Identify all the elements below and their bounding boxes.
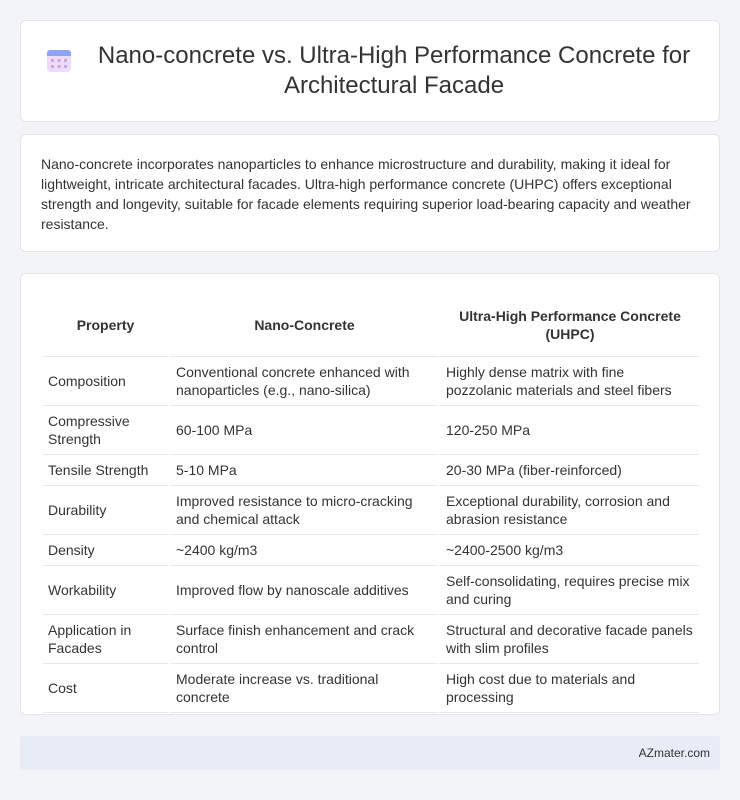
title-row	[26, 41, 714, 101]
uhpc-cell: Self-consolidating, requires precise mix and curing	[438, 566, 699, 615]
table-row	[43, 357, 699, 406]
property-cell: Composition	[43, 357, 168, 406]
comparison-table	[43, 294, 699, 713]
table-row	[43, 486, 699, 535]
calendar-icon	[46, 47, 72, 73]
footer-source: AZmater.com	[638, 746, 710, 760]
nano-cell: Conventional concrete enhanced with nanoparticles (e.g., nano-silica)	[168, 357, 438, 406]
nano-cell: Improved resistance to micro-cracking and chemical attack	[168, 486, 438, 535]
header-nano-concrete: Nano-Concrete	[168, 294, 438, 357]
uhpc-cell: Exceptional durability, corrosion and abrasion resistance	[438, 486, 699, 535]
table-row	[43, 615, 699, 664]
uhpc-cell: High cost due to materials and processing	[438, 664, 699, 713]
table-row	[43, 664, 699, 713]
property-cell: Workability	[43, 566, 168, 615]
nano-cell: Improved flow by nanoscale additives	[168, 566, 438, 615]
header-uhpc: Ultra-High Performance Concrete (UHPC)	[438, 294, 699, 357]
nano-cell: Surface finish enhancement and crack control	[168, 615, 438, 664]
property-cell: Application in Facades	[43, 615, 168, 664]
table-row	[43, 535, 699, 566]
title-card	[20, 20, 720, 122]
property-cell: Durability	[43, 486, 168, 535]
property-cell: Compressive Strength	[43, 406, 168, 455]
nano-cell: 60-100 MPa	[168, 406, 438, 455]
uhpc-cell: 120-250 MPa	[438, 406, 699, 455]
nano-cell: 5-10 MPa	[168, 455, 438, 486]
intro-card	[20, 134, 720, 252]
table-row	[43, 455, 699, 486]
header-property: Property	[43, 294, 168, 357]
footer-bar	[20, 736, 720, 770]
property-cell: Density	[43, 535, 168, 566]
page-title: Nano-concrete vs. Ultra-High Performance Concrete for Architectural Facade	[97, 42, 691, 99]
intro-text: Nano-concrete incorporates nanoparticles to enhance microstructure and durability, making it ideal for lightweight, intricate architectural facades. Ultra-high performance concrete (UHPC) offers exceptional strength and longevity, suitable for facade elements requiring superior load-bearing capacity and weather resistance.	[41, 156, 691, 232]
uhpc-cell: 20-30 MPa (fiber-reinforced)	[438, 455, 699, 486]
table-row	[43, 406, 699, 455]
property-cell: Cost	[43, 664, 168, 713]
table-row	[43, 566, 699, 615]
table-header-row	[43, 294, 699, 357]
nano-cell: Moderate increase vs. traditional concrete	[168, 664, 438, 713]
property-cell: Tensile Strength	[43, 455, 168, 486]
uhpc-cell: Structural and decorative facade panels with slim profiles	[438, 615, 699, 664]
uhpc-cell: Highly dense matrix with fine pozzolanic materials and steel fibers	[438, 357, 699, 406]
uhpc-cell: ~2400-2500 kg/m3	[438, 535, 699, 566]
table-card	[20, 273, 720, 715]
nano-cell: ~2400 kg/m3	[168, 535, 438, 566]
